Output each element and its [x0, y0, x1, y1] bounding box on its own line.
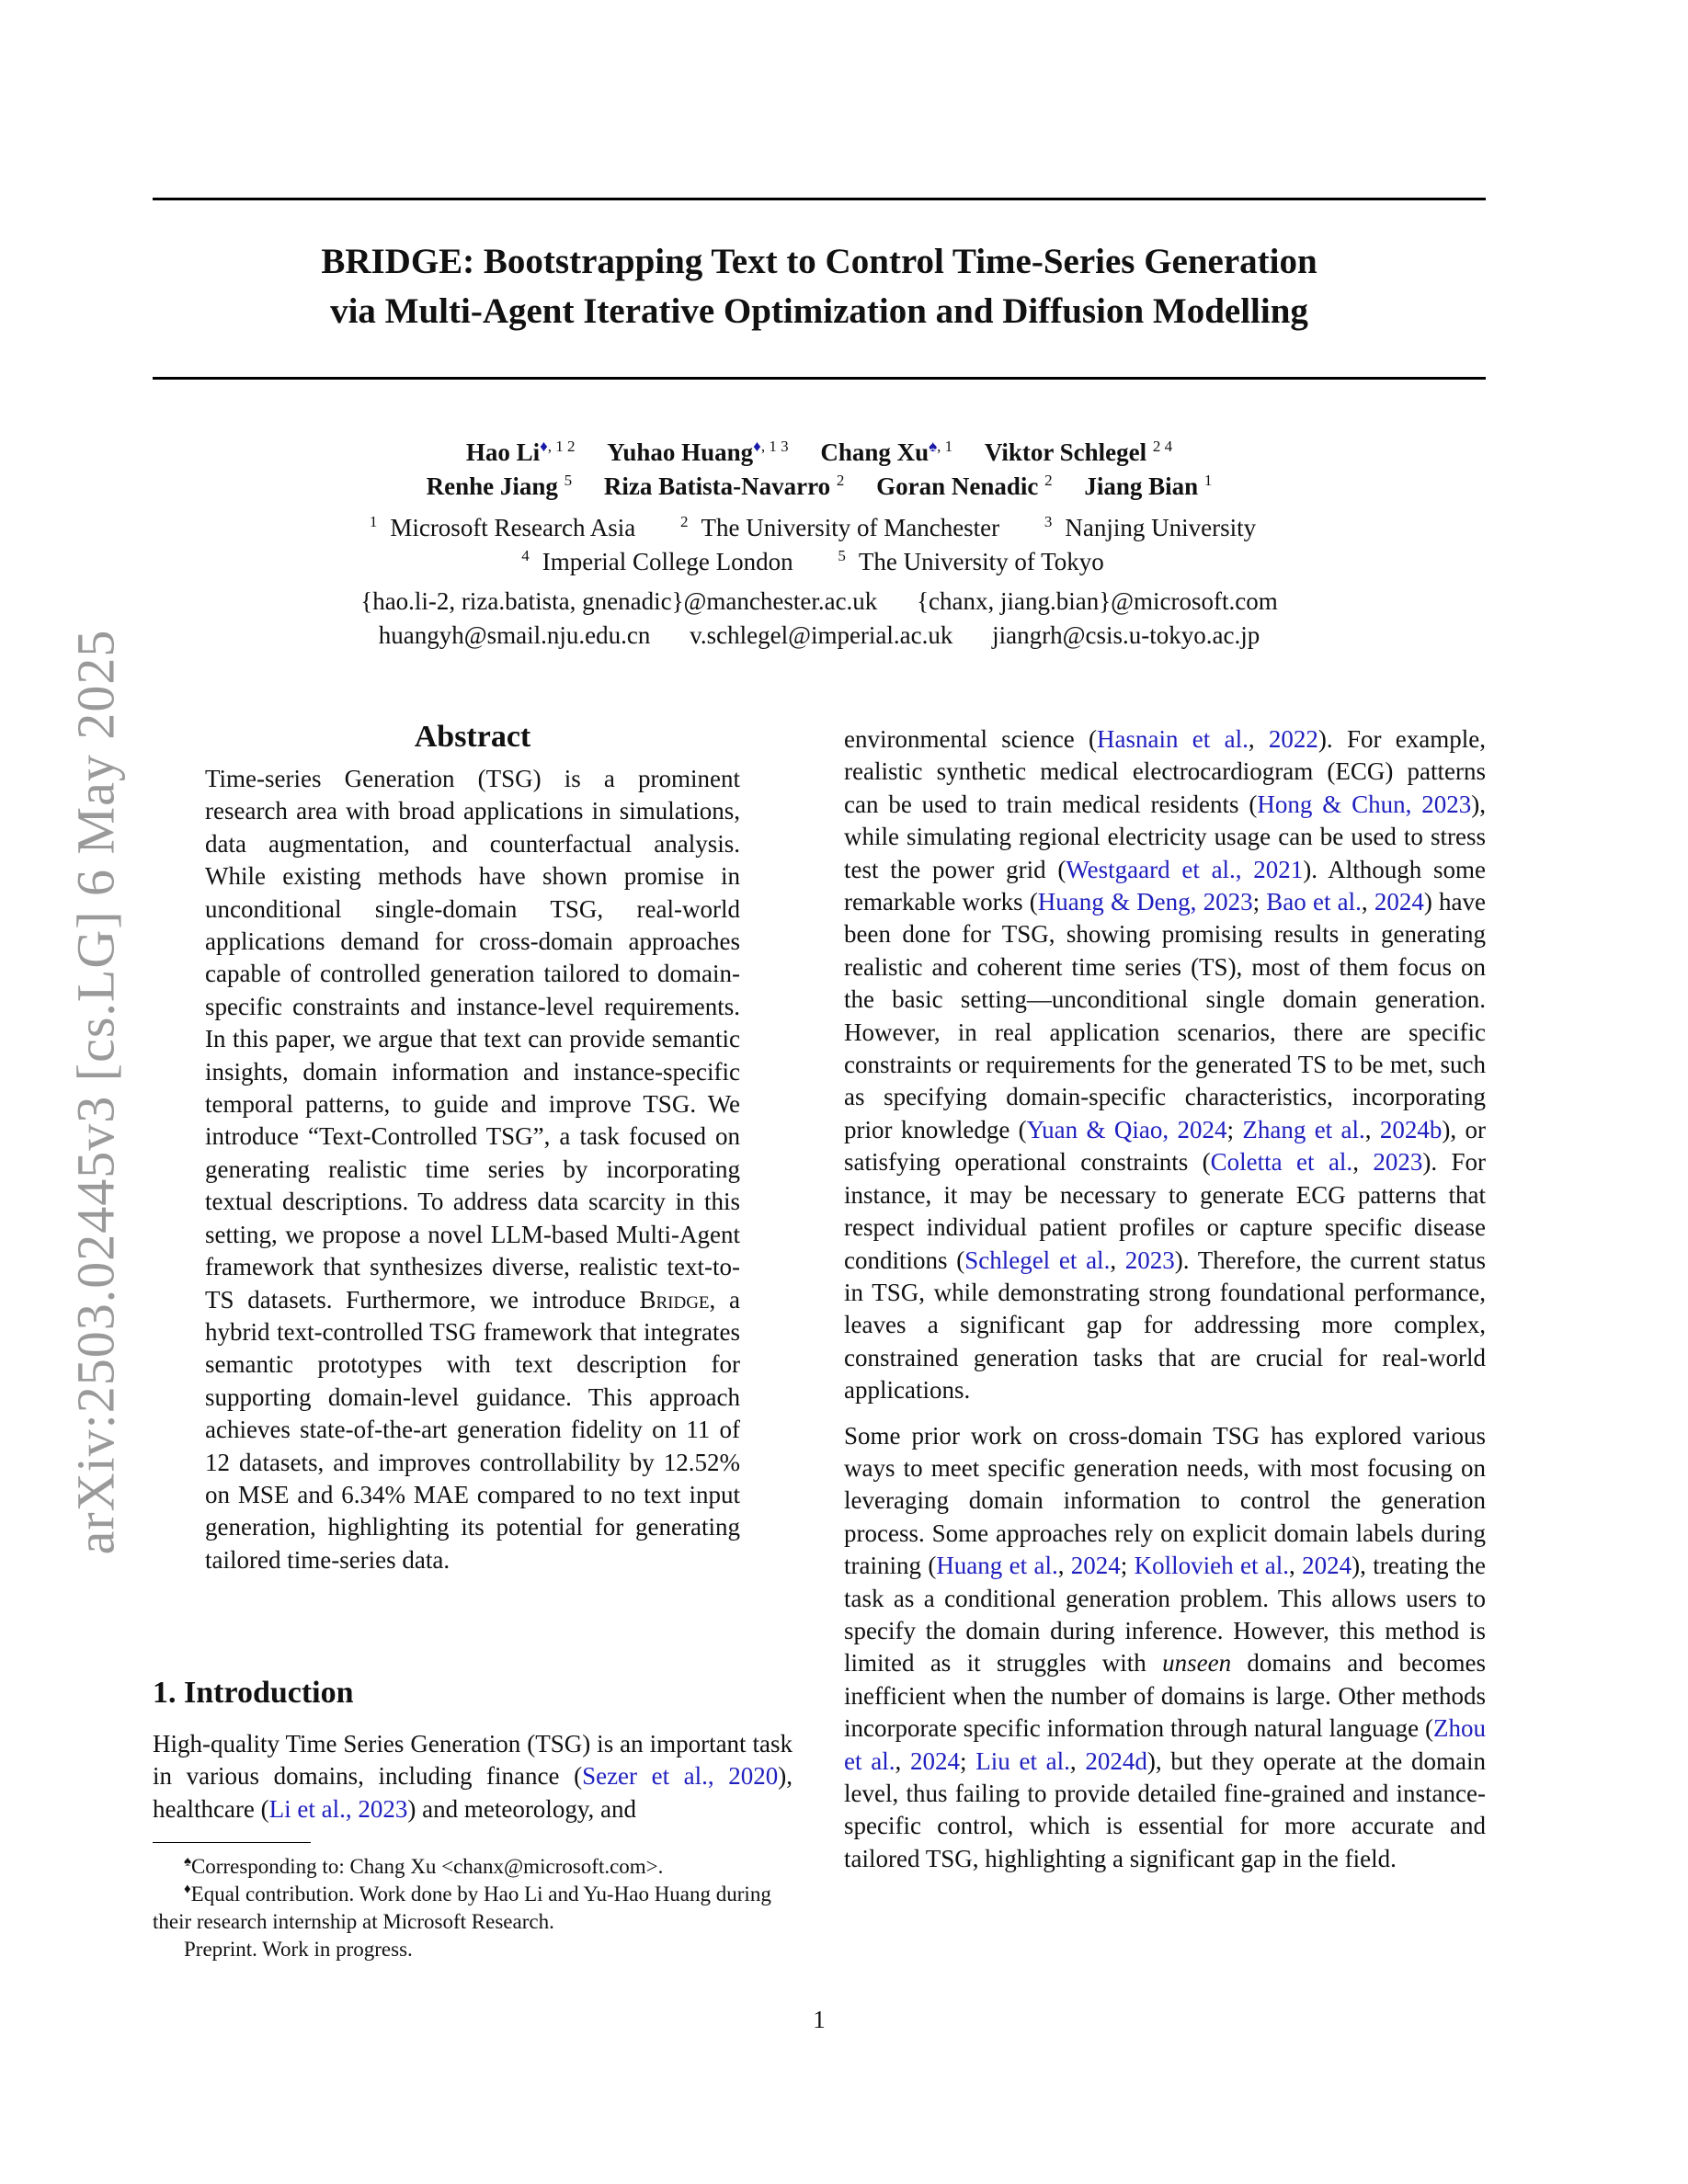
author: Yuhao Huang$^{♦, 1 3}$: [607, 438, 789, 466]
affiliation-row-2: [153, 545, 1486, 579]
author-row-1: [153, 436, 1486, 470]
citation-link[interactable]: Yuan & Qiao, 2024: [1026, 1115, 1227, 1143]
citation-link[interactable]: Hong & Chun, 2023: [1257, 790, 1472, 818]
affiliation: $^4$ Imperial College London: [521, 547, 793, 575]
title-line-2: via Multi-Agent Iterative Optimization and Diffusion Modelling: [330, 291, 1308, 331]
title-rule-bottom: [153, 377, 1486, 380]
email: v.schlegel@imperial.ac.uk: [690, 621, 953, 649]
email-list: [153, 585, 1486, 653]
arxiv-watermark: arXiv:2503.02445v3 [cs.LG] 6 May 2025: [65, 629, 126, 1555]
citation-link[interactable]: Kollovieh et al.: [1134, 1552, 1290, 1580]
email-row-2: [153, 619, 1486, 653]
affiliation-row-1: [153, 511, 1486, 545]
author: Viktor Schlegel $^{2 4}$: [984, 438, 1173, 466]
email: huangyh@smail.nju.edu.cn: [378, 621, 651, 649]
affiliation: $^1$ Microsoft Research Asia: [369, 513, 636, 541]
citation-link[interactable]: 2024b: [1379, 1115, 1443, 1143]
citation-link[interactable]: 2024: [1070, 1552, 1121, 1580]
author: Chang $Xu^{♠, 1}$: [820, 438, 953, 466]
footnote-preprint: Preprint. Work in progress.: [184, 1938, 413, 1961]
citation-link[interactable]: Westgaard et al., 2021: [1066, 855, 1304, 883]
right-column: [844, 723, 1486, 1875]
citation-link[interactable]: Zhou et al.: [844, 1714, 1486, 1775]
intro-paragraph-1: High-quality Time Series Generation (TSG) is an important task in various domains, including finance (Sezer et al., 2020), healthcare (Li et al., 2023) and meteorology, and: [153, 1730, 793, 1823]
title-rule-top: [153, 198, 1486, 200]
title-line-1: BRIDGE: Bootstrapping Text to Control Time-Series Generation: [321, 242, 1317, 281]
citation-link[interactable]: 2024: [1374, 888, 1424, 916]
right-paragraph-2: Some prior work on cross-domain TSG has explored various ways to meet specific generation needs, with most focusing on leveraging domain information to control the generation process. Some approaches rely on explicit domain labels during training (Huang et al., 2024; Kollovieh et al., 2024), treating the task as a conditional generation problem. This allows users to specify the domain during inference. However, this method is limited as it struggles with unseen domains and becomes inefficient when the number of domains is large. Other methods incorporate specific information through natural language (Zhou et al., 2024; Liu et al., 2024d), but they operate at the domain level, thus failing to provide detailed fine-grained and instance-specific control, which is essential for more accurate and tailored TSG, highlighting a significant gap in the field.: [844, 1421, 1486, 1872]
author: Goran Nenadic $^2$: [876, 472, 1053, 500]
citation-link[interactable]: 2024: [1302, 1552, 1352, 1580]
citation-link[interactable]: Huang et al.: [936, 1552, 1058, 1580]
bridge-name: Bridge: [639, 1285, 710, 1314]
footnotes: [153, 1853, 793, 1963]
citation-link[interactable]: Hasnain et al.: [1097, 725, 1249, 753]
footnote-corresponding: ♠Corresponding to: Chang Xu <chanx@microsoft.com>.: [184, 1854, 664, 1878]
citation-link[interactable]: Bao et al.: [1266, 888, 1362, 916]
citation-link[interactable]: Sezer et al., 2020: [582, 1762, 779, 1791]
citation-link[interactable]: 2024d: [1085, 1746, 1147, 1775]
email: jiangrh@csis.u-tokyo.ac.jp: [992, 621, 1260, 649]
author-row-2: [153, 470, 1486, 504]
affiliation: $^5$ The University of Tokyo: [838, 547, 1104, 575]
citation-link[interactable]: Coletta et al.: [1210, 1148, 1353, 1177]
citation-link[interactable]: 2024: [909, 1746, 960, 1775]
paper-title: [153, 237, 1486, 336]
email-row-1: [153, 585, 1486, 619]
citation-link[interactable]: 2023: [1124, 1246, 1175, 1274]
citation-link[interactable]: Huang & Deng, 2023: [1037, 888, 1253, 916]
author-list: [153, 436, 1486, 504]
citation-link[interactable]: Li et al., 2023: [268, 1794, 408, 1823]
page-number: 1: [813, 2006, 826, 2033]
author: Renhe Jiang $^5$: [426, 472, 573, 500]
citation-link[interactable]: 2023: [1373, 1148, 1423, 1177]
affiliation: $^2$ The University of Manchester: [680, 513, 1000, 541]
citation-link[interactable]: 2022: [1268, 725, 1318, 753]
affiliation: $^3$ Nanjing University: [1044, 513, 1257, 541]
author: Hao $Li^{♦, 1 2}$: [465, 438, 576, 466]
citation-link[interactable]: Zhang et al.: [1242, 1115, 1365, 1143]
affiliation-list: [153, 511, 1486, 579]
abstract-body: Time-series Generation (TSG) is a prominent research area with broad applications in simulations, data augmentation, and counterfactual analysis. While existing methods have shown promise in unconditional single-domain TSG, real-world applications demand for cross-domain approaches capable of controlled generation tailored to domain-specific constraints and instance-level requirements. In this paper, we argue that text can provide semantic insights, domain information and instance-specific temporal patterns, to guide and improve TSG. We introduce “Text-Controlled TSG”, a task focused on generating realistic time series by incorporating textual descriptions. To address data scarcity in this setting, we propose a novel LLM-based Multi-Agent framework that synthesizes diverse, realistic text-to-TS datasets. Furthermore, we introduce Bridge, a hybrid text-controlled TSG framework that integrates semantic prototypes with text description for supporting domain-level guidance. This approach achieves state-of-the-art generation fidelity on 11 of 12 datasets, and improves controllability by 12.52% on MSE and 6.34% MAE compared to no text input generation, highlighting its potential for generating tailored time-series data.: [205, 765, 740, 1574]
citation-link[interactable]: Liu et al.: [975, 1746, 1070, 1775]
section-heading-introduction: 1. Introduction: [153, 1676, 354, 1710]
author: Jiang Bian $^1$: [1084, 472, 1213, 500]
footnote-rule: [153, 1842, 311, 1843]
abstract-heading: Abstract: [414, 720, 531, 754]
footnote-equal-contribution: ♦Equal contribution. Work done by Hao Li and Yu-Hao Huang during their research internship at Microsoft Research.: [153, 1882, 771, 1933]
citation-link[interactable]: Schlegel et al.: [964, 1246, 1111, 1274]
email: {hao.li-2, riza.batista, gnenadic}@manchester.ac.uk: [360, 587, 878, 615]
right-paragraph-1: environmental science (Hasnain et al., 2022). For example, realistic synthetic medical electrocardiogram (ECG) patterns can be used to train medical residents (Hong & Chun, 2023), while simulating regional electricity usage can be used to stress test the power grid (Westgaard et al., 2021). Although some remarkable works (Huang & Deng, 2023; Bao et al., 2024) have been done for TSG, showing promising results in generating realistic and coherent time series (TS), most of them focus on the basic setting—unconditional single domain generation. However, in real application scenarios, there are specific constraints or requirements for the generated TS to be met, such as specifying domain-specific characteristics, incorporating prior knowledge (Yuan & Qiao, 2024; Zhang et al., 2024b), or satisfying operational constraints (Coletta et al., 2023). For instance, it may be necessary to generate ECG patterns that respect individual patient profiles or capture specific disease conditions (Schlegel et al., 2023). Therefore, the current status in TSG, while demonstrating strong foundational performance, leaves a significant gap for addressing more complex, constrained generation tasks that are crucial for real-world applications.: [844, 725, 1487, 1405]
author: Riza Batista-Navarro $^2$: [603, 472, 845, 500]
email: {chanx, jiang.bian}@microsoft.com: [917, 587, 1278, 615]
